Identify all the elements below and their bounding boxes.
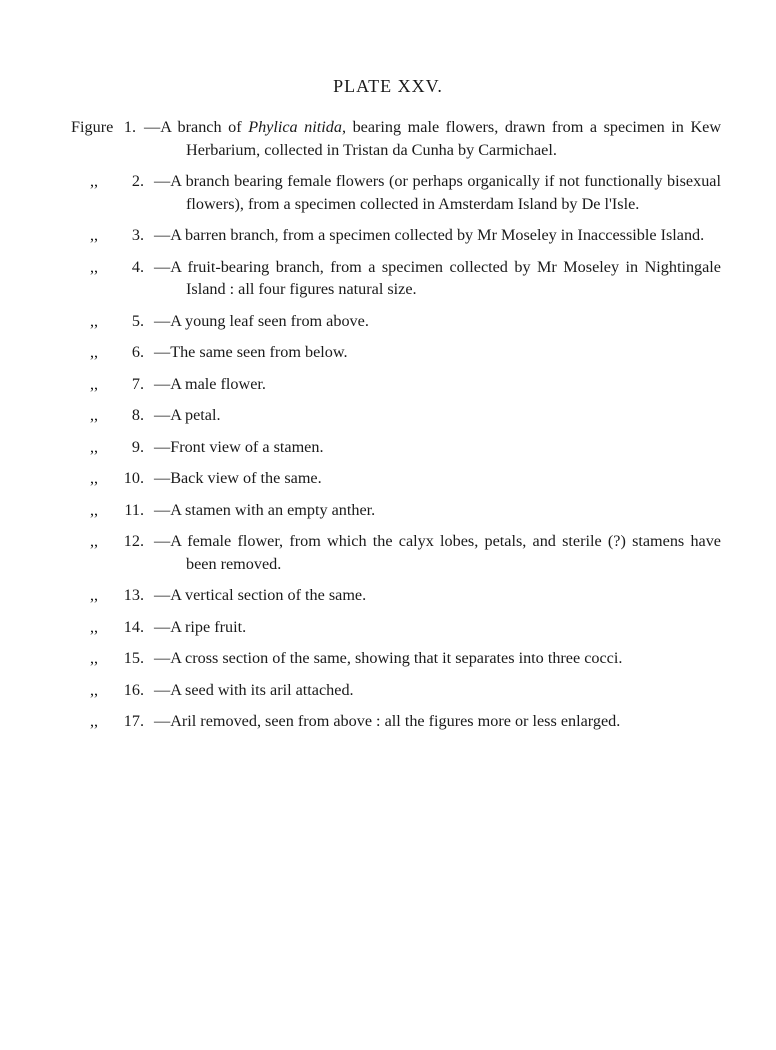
figure-number: 14.	[123, 617, 144, 636]
figure-entry-11	[0, 499, 776, 522]
figure-entry-3	[0, 224, 776, 247]
ditto-mark: ,,	[90, 406, 99, 424]
figure-number: 7.	[131, 374, 144, 393]
figure-caption: —A barren branch, from a specimen collected by Mr Moseley in Inaccessible Island.	[154, 226, 705, 244]
figure-caption: —Front view of a stamen.	[154, 437, 324, 456]
figure-caption: —The same seen from below.	[154, 343, 348, 361]
figure-caption: —A young leaf seen from above.	[154, 311, 369, 330]
figure-caption: —A vertical section of the same.	[154, 586, 367, 604]
figure-entry-16	[0, 679, 776, 702]
ditto-mark: ,,	[90, 680, 99, 699]
figure-number: 1.	[123, 118, 136, 136]
figure-number: 8.	[131, 406, 144, 424]
plate-title: PLATE XXV.	[333, 76, 443, 96]
figure-caption: —A branch bearing female flowers (or perhaps organically if not functionally bisexual flowers), from a specimen collected in Amsterdam Island by De l'Isle.	[154, 172, 721, 213]
figure-caption: —A stamen with an empty anther.	[154, 500, 376, 519]
ditto-mark: ,,	[90, 500, 99, 519]
ditto-mark: ,,	[90, 469, 99, 487]
figure-caption: —A ripe fruit.	[154, 617, 247, 636]
ditto-mark: ,,	[90, 649, 99, 667]
ditto-mark: ,,	[90, 617, 99, 636]
caption-text-after: , bearing male flowers, drawn from a specimen in Kew Herbarium, collected in Tristan da Cunha by Carmichael.	[186, 118, 722, 159]
figure-caption: —A female flower, from which the calyx lobes, petals, and sterile (?) stamens have been removed.	[154, 532, 721, 573]
figure-entry-17	[0, 710, 776, 733]
figure-entry-9	[0, 436, 776, 459]
figure-number: 11.	[124, 500, 144, 519]
figure-entry-4	[0, 256, 776, 301]
figure-caption	[144, 116, 722, 161]
figure-number: 10.	[123, 469, 144, 487]
ditto-mark: ,,	[90, 257, 99, 276]
ditto-mark: ,,	[90, 586, 99, 604]
figure-number: 6.	[131, 343, 144, 361]
figure-number: 12.	[123, 532, 144, 550]
figure-entry-5	[0, 310, 776, 333]
figure-number: 9.	[131, 437, 144, 456]
figure-number: 17.	[123, 712, 144, 730]
ditto-mark: ,,	[90, 532, 99, 550]
figure-caption: —Back view of the same.	[154, 469, 322, 487]
ditto-mark: ,,	[90, 172, 99, 190]
figure-entry-14	[0, 616, 776, 639]
species-name: Phylica nitida	[248, 118, 342, 136]
figure-caption: —A male flower.	[154, 374, 266, 393]
figure-entry-6	[0, 341, 776, 364]
figure-list	[0, 116, 776, 742]
figure-entry-7	[0, 373, 776, 396]
ditto-mark: ,,	[90, 311, 99, 330]
figure-number: 4.	[131, 257, 144, 276]
figure-caption: —A cross section of the same, showing that it separates into three cocci.	[154, 649, 623, 667]
figure-caption: —A fruit-bearing branch, from a specimen collected by Mr Moseley in Nightingale Island : all four figures natural size.	[154, 257, 721, 298]
ditto-mark: ,,	[90, 374, 99, 393]
ditto-mark: ,,	[90, 343, 99, 361]
figure-entry-10	[0, 467, 776, 490]
figure-number: 16.	[123, 680, 144, 699]
figure-number: 2.	[131, 172, 144, 190]
figure-number: 3.	[131, 226, 144, 244]
figure-number: 15.	[123, 649, 144, 667]
figure-label: Figure	[71, 118, 114, 136]
ditto-mark: ,,	[90, 437, 99, 456]
ditto-mark: ,,	[90, 226, 99, 244]
figure-caption: —A seed with its aril attached.	[154, 680, 354, 699]
figure-number: 13.	[123, 586, 144, 604]
figure-entry-8	[0, 404, 776, 427]
figure-caption: —A petal.	[154, 406, 221, 424]
figure-entry-12	[0, 530, 776, 575]
figure-entry-2	[0, 170, 776, 215]
figure-number: 5.	[131, 311, 144, 330]
figure-entry-13	[0, 584, 776, 607]
figure-entry-15	[0, 647, 776, 670]
figure-entry-1	[0, 116, 776, 161]
ditto-mark: ,,	[90, 712, 99, 730]
figure-caption: —Aril removed, seen from above : all the figures more or less enlarged.	[154, 712, 621, 730]
caption-text-before: —A branch of	[144, 118, 249, 136]
